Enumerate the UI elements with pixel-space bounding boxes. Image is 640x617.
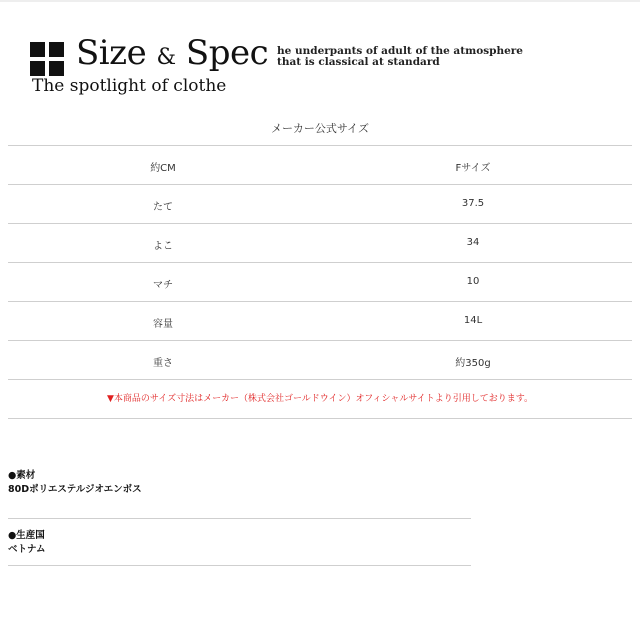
table-row <box>8 340 632 379</box>
row-value: 14L <box>463 315 483 326</box>
table-header-value: Fサイズ <box>455 163 491 174</box>
size-source-note: ▼本商品のサイズ寸法はメーカー（株式会社ゴールドウイン）オフィシャルサイトより引用しております。 <box>8 379 632 419</box>
table-row <box>8 223 632 262</box>
material-value: 80Dポリエステルジオエンボス <box>8 484 142 495</box>
table-header-row <box>8 145 632 184</box>
row-label: 重さ <box>153 358 173 369</box>
row-value: 34 <box>466 237 480 248</box>
table-row <box>8 262 632 301</box>
hero-title-spec: Spec <box>185 33 269 73</box>
origin-label: ●生産国 <box>8 530 45 541</box>
origin-value: ベトナム <box>8 544 46 555</box>
row-value: 約350g <box>455 358 491 369</box>
top-divider <box>0 0 640 2</box>
hero-title <box>76 33 268 73</box>
table-header-label: 約CM <box>150 163 176 174</box>
hero-tagline <box>277 46 523 68</box>
row-label: マチ <box>153 280 173 291</box>
material-label: ●素材 <box>8 470 36 481</box>
row-label: 容量 <box>153 319 173 330</box>
origin-divider <box>8 565 471 566</box>
hero-title-ampersand: & <box>156 45 176 70</box>
hero-tagline-line-2: that is classical at standard <box>277 56 440 68</box>
table-row <box>8 301 632 340</box>
row-label: たて <box>153 202 173 213</box>
material-divider <box>8 518 471 519</box>
hero-tagline-line-1: he underpants of adult of the atmosphere <box>277 45 523 57</box>
grid-logo-icon <box>30 42 64 76</box>
hero-subtitle: The spotlight of clothe <box>32 76 227 96</box>
row-value: 10 <box>466 276 480 287</box>
row-value: 37.5 <box>461 198 485 209</box>
size-table <box>8 145 632 419</box>
size-table-title: メーカー公式サイズ <box>271 122 369 135</box>
hero-title-size: Size <box>76 33 147 73</box>
origin-section <box>8 529 46 557</box>
material-section <box>8 469 142 497</box>
row-label: よこ <box>153 241 173 252</box>
table-row <box>8 184 632 223</box>
